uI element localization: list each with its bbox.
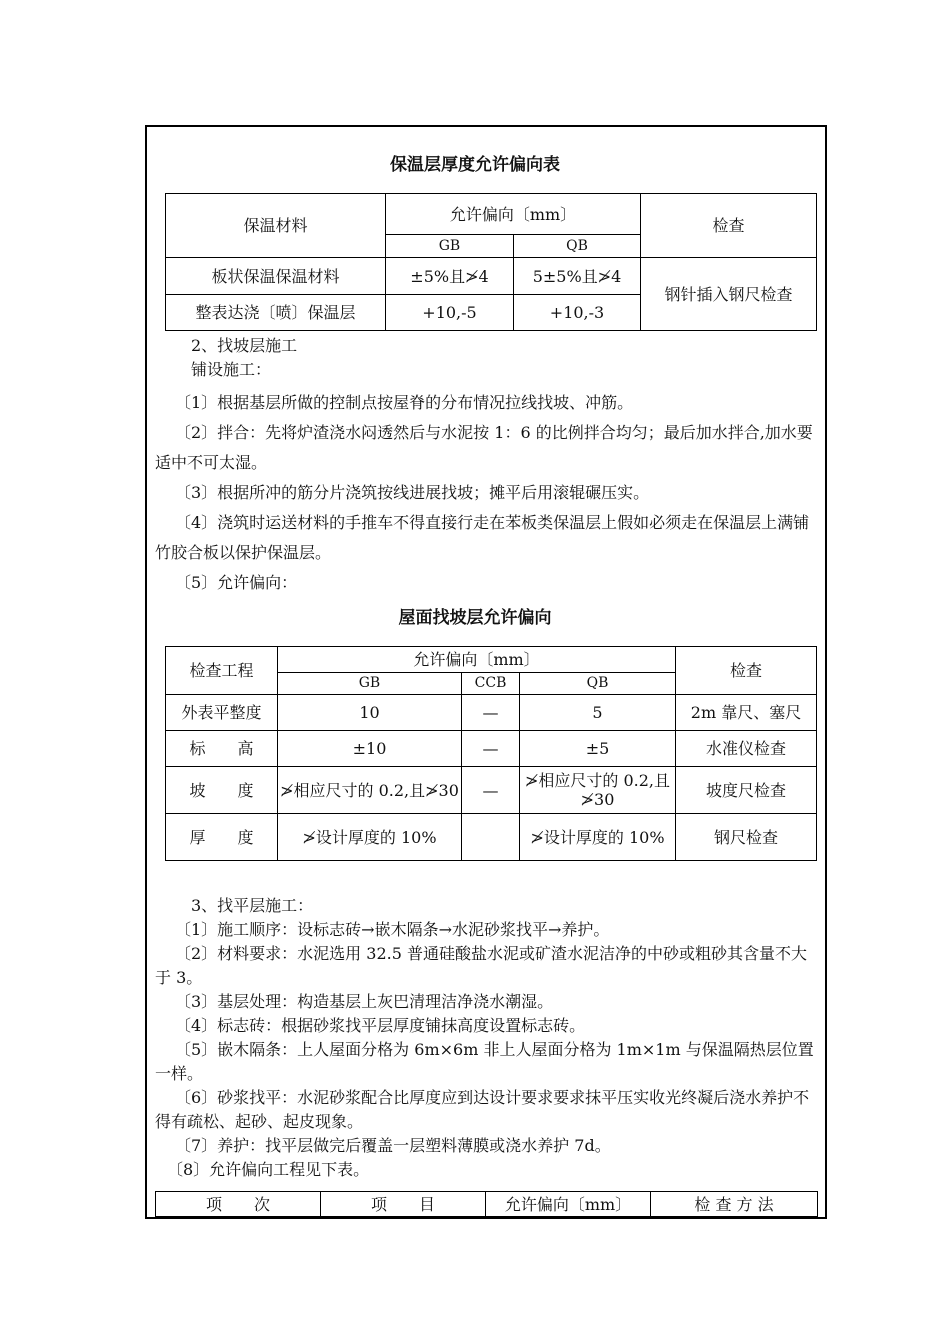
row1-qb: 5±5%且≯4 — [514, 258, 641, 295]
row-gb: ±10 — [278, 731, 462, 767]
sec2-p4: 〔4〕浇筑时运送材料的手推车不得直接行走在苯板类保温层上假如必须走在保温层上满铺竹胶合板以保护保温层。 — [155, 513, 810, 562]
header-gb: GB — [278, 673, 462, 695]
sec3-p7: 〔7〕养护：找平层做完后覆盖一层塑料薄膜或浇水养护 7d。 — [175, 1136, 611, 1155]
header-method: 检 查 方 法 — [651, 1192, 818, 1217]
sec3-p4: 〔4〕标志砖：根据砂浆找平层厚度铺抹高度设置标志砖。 — [175, 1016, 586, 1035]
header-gb: GB — [386, 235, 514, 258]
row-qb: ≯相应尺寸的 0.2,且≯30 — [520, 767, 676, 814]
header-material: 保温材料 — [166, 194, 386, 258]
header-check: 检查 — [641, 194, 817, 258]
row-check: 水准仪检查 — [676, 731, 817, 767]
header-no: 项 次 — [156, 1192, 321, 1217]
leveling-deviation-table — [155, 1191, 818, 1217]
header-deviation: 允许偏向〔mm〕 — [386, 194, 641, 235]
header-deviation: 允许偏向〔mm〕 — [278, 647, 676, 673]
sec2-p1: 〔1〕根据基层所做的控制点按屋脊的分布情况拉线找坡、冲筋。 — [175, 393, 634, 412]
sec3-p8: 〔8〕允许偏向工程见下表。 — [167, 1160, 370, 1179]
sec3-p1: 〔1〕施工顺序：设标志砖→嵌木隔条→水泥砂浆找平→养护。 — [175, 920, 610, 939]
row-check: 钢尺检查 — [676, 814, 817, 861]
row-qb: ≯设计厚度的 10% — [520, 814, 676, 861]
sec3-heading: 3、找平层施工： — [191, 896, 314, 915]
header-qb: QB — [514, 235, 641, 258]
row-ccb: — — [462, 767, 520, 814]
sec2-sub-text: 铺设施工： — [191, 360, 272, 379]
row-ccb: — — [462, 731, 520, 767]
section3-body — [155, 894, 817, 1182]
check-method: 钢针插入钢尺检查 — [641, 258, 817, 331]
row-gb: ≯设计厚度的 10% — [278, 814, 462, 861]
row-item: 标 高 — [166, 731, 278, 767]
header-check: 检查 — [676, 647, 817, 695]
row1-gb: ±5%且≯4 — [386, 258, 514, 295]
row-ccb: — — [462, 695, 520, 731]
row-ccb — [462, 814, 520, 861]
table1-title: 保温层厚度允许偏向表 — [390, 155, 560, 175]
row-gb: 10 — [278, 695, 462, 731]
header-qb: QB — [520, 673, 676, 695]
header-item: 项 目 — [321, 1192, 486, 1217]
row2-material: 整表达浇〔喷〕保温层 — [166, 295, 386, 331]
sec3-p3: 〔3〕基层处理：构造基层上灰巴清理洁净浇水潮湿。 — [175, 992, 554, 1011]
section2-body — [155, 388, 817, 598]
row2-qb: +10,-3 — [514, 295, 641, 331]
sec2-p5: 〔5〕允许偏向： — [175, 573, 298, 592]
row-qb: 5 — [520, 695, 676, 731]
section2-heading — [155, 334, 817, 382]
row-item: 外表平整度 — [166, 695, 278, 731]
row-qb: ±5 — [520, 731, 676, 767]
row-item: 坡 度 — [166, 767, 278, 814]
row-check: 2m 靠尺、塞尺 — [676, 695, 817, 731]
insulation-deviation-table — [165, 193, 817, 331]
header-deviation: 允许偏向〔mm〕 — [486, 1192, 651, 1217]
header-item: 检查工程 — [166, 647, 278, 695]
table2-title: 屋面找坡层允许偏向 — [398, 608, 552, 628]
sec2-p2: 〔2〕拌合：先将炉渣浇水闷透然后与水泥按 1：6 的比例拌合均匀；最后加水拌合,加水要适中不可太湿。 — [155, 423, 813, 472]
sec3-p6: 〔6〕砂浆找平：水泥砂浆配合比厚度应到达设计要求要求抹平压实收光终凝后浇水养护不得有疏松、起砂、起皮现象。 — [155, 1088, 810, 1131]
row-item: 厚 度 — [166, 814, 278, 861]
sec3-p5: 〔5〕嵌木隔条：上人屋面分格为 6m×6m 非上人屋面分格为 1m×1m 与保温隔热层位置一样。 — [155, 1040, 814, 1083]
row-gb: ≯相应尺寸的 0.2,且≯30 — [278, 767, 462, 814]
sec3-p2: 〔2〕材料要求：水泥选用 32.5 普通硅酸盐水泥或矿渣水泥洁净的中砂或粗砂其含量不大于 3。 — [155, 944, 807, 987]
row1-material: 板状保温保温材料 — [166, 258, 386, 295]
sec2-heading-text: 2、找坡层施工 — [191, 336, 298, 355]
header-ccb: CCB — [462, 673, 520, 695]
sec2-p3: 〔3〕根据所冲的筋分片浇筑按线进展找坡；摊平后用滚辊碾压实。 — [175, 483, 650, 502]
row-check: 坡度尺检查 — [676, 767, 817, 814]
row2-gb: +10,-5 — [386, 295, 514, 331]
slope-layer-deviation-table — [165, 646, 817, 861]
